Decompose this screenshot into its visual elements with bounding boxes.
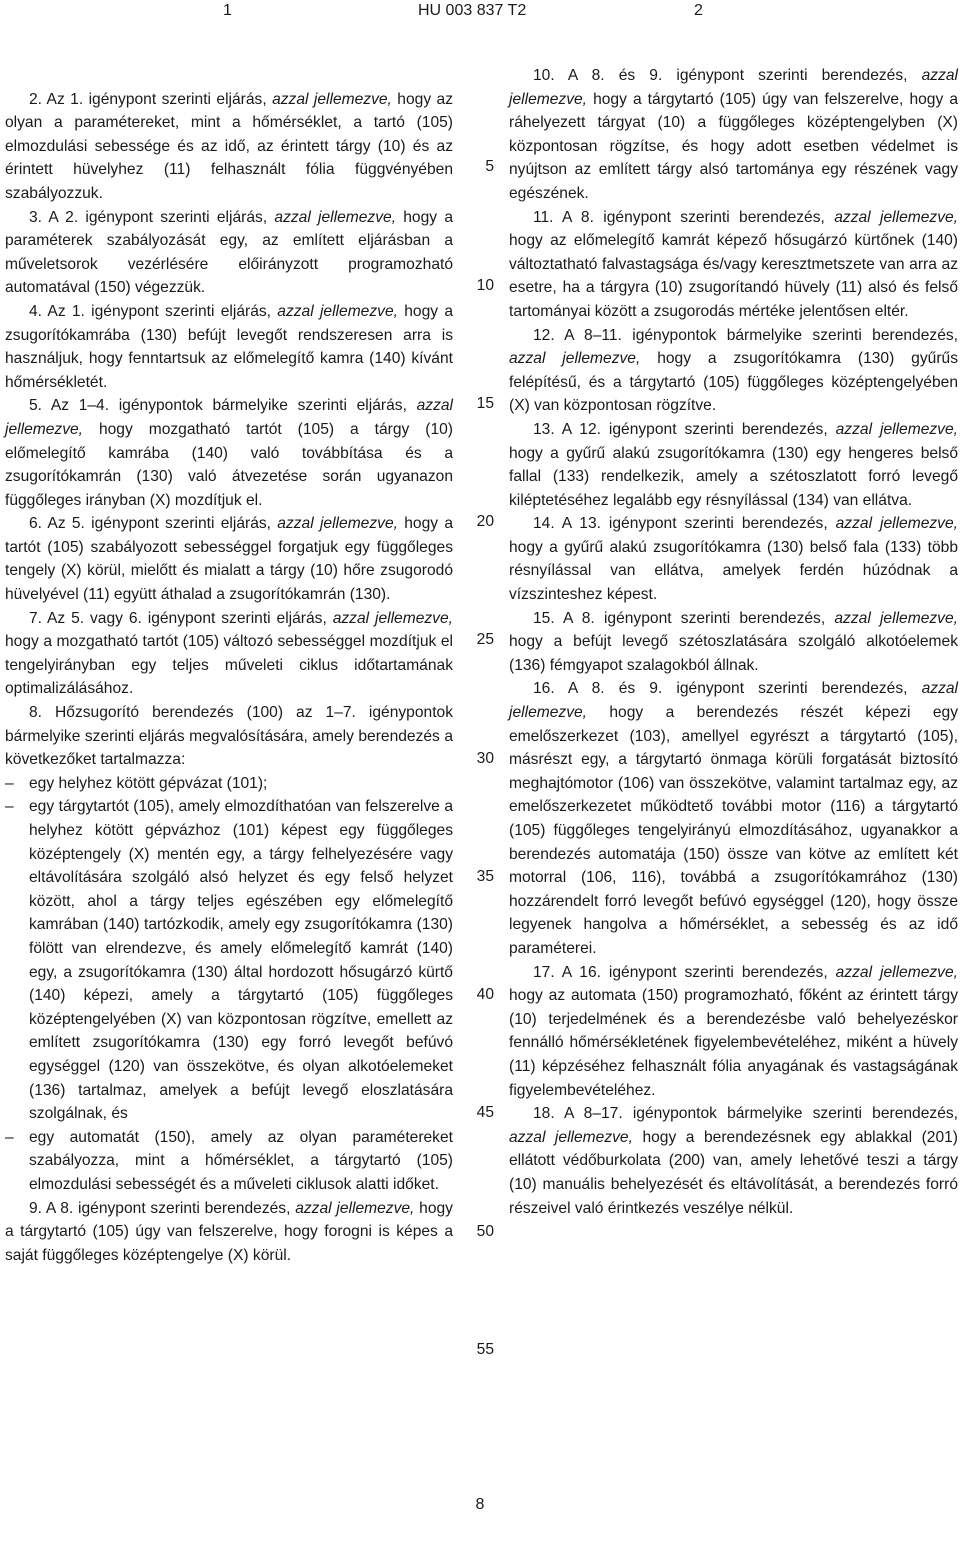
claim-6: 6. Az 5. igénypont szerinti eljárás, azzal jellemezve, hogy a tartót (105) szabályozott sebességgel forgatjuk egy függőleges tengely (X) körül, mielőtt és mialatt a tárgy (10) hőre zsugorodó hüvelyével (11) együtt áthalad a zsugorítókamrán (130). bbox=[5, 515, 453, 604]
line-number: 35 bbox=[476, 868, 494, 885]
line-number: 20 bbox=[476, 513, 494, 530]
left-column bbox=[5, 64, 453, 1267]
line-number: 40 bbox=[476, 986, 494, 1003]
claim-15: 15. A 8. igénypont szerinti berendezés, azzal jellemezve, hogy a befújt levegő szétoszlatására szolgáló alkotóelemek (136) fémgyapot szalagokból állnak. bbox=[509, 609, 958, 674]
line-number: 30 bbox=[476, 750, 494, 767]
blank-line bbox=[5, 64, 453, 88]
claim-4: 4. Az 1. igénypont szerinti eljárás, azzal jellemezve, hogy a zsugorítókamrába (130) befújt levegőt rendszeresen arra is használjuk, hogy fenntartsuk az előmelegítő kamra (140) kívánt hőmérsékletét. bbox=[5, 302, 453, 391]
claim-8-list bbox=[5, 772, 453, 1197]
line-number: 55 bbox=[476, 1341, 494, 1358]
claim-11: 11. A 8. igénypont szerinti berendezés, azzal jellemezve, hogy az előmelegítő kamrát képező hősugárzó kürtőnek (140) változtatható falvastagsága és/vagy keresztmetszete van arra az esetre, ha a tárgyra (10) zsugorítandó hüvely (11) alsó és felső tartományai között a zsugorodás mértéke jelentősen eltér. bbox=[509, 208, 958, 320]
claim-17: 17. A 16. igénypont szerinti berendezés, azzal jellemezve, hogy az automata (150) programozható, főként az érintett tárgy (10) terjedelmének és a berendezésbe való behelyezéskor fennálló hőmérsékletének figyelembevételéhez, miként a hüvely (11) képzéséhez felhasznált fólia anyagának és vastagságának figyelembevételéhez. bbox=[509, 963, 958, 1099]
line-number: 25 bbox=[476, 631, 494, 648]
list-item: – egy tárgytartót (105), amely elmozdíthatóan van felszerelve a helyhez kötött gépvázhoz (101) képest egy függőleges középtengely (X) mentén egy, a tárgy felhelyezésére vagy eltávolítására szolgáló alsó helyzet és egy felső helyzet között, ahol a tárgy teljes egészében egy előmelegítő kamrában (140) tartózkodik, amely egy zsugorítókamra (130) fölött van elrendezve, és amely előmelegítő kamrát (140) egy, a zsugorítókamra (130) által hordozott hősugárzó kürtő (140) képezi, amely a tárgytartó (105) függőleges középtengelyében (X) van központosan rögzítve, emellett az említett zsugorítókamra (130) egy forró levegőt befúvó egységgel (120) van összekötve, és olyan alkotóelemeket (136) tartalmaz, amelyek a befújt levegő eloszlatására szolgálnak, és bbox=[5, 795, 453, 1125]
header-left-page-number: 1 bbox=[223, 2, 232, 19]
line-number: 45 bbox=[476, 1104, 494, 1121]
claim-2: 2. Az 1. igénypont szerinti eljárás, azzal jellemezve, hogy az olyan a paramétereket, mint a hőmérséklet, a tartó (105) elmozdulási sebessége és az idő, az érintett tárgy (10) és az érintett hüvelyhez (11) felhasznált fólia függvényében szabályozzuk. bbox=[5, 90, 453, 202]
page-footer bbox=[0, 1496, 960, 1514]
dash-bullet: – bbox=[5, 798, 14, 816]
dash-bullet: – bbox=[5, 774, 14, 792]
claim-10: 10. A 8. és 9. igénypont szerinti berendezés, azzal jellemezve, hogy a tárgytartó (105) úgy van felszerelve, hogy a ráhelyezett tárgyat (10) a függőleges középtengelyben (X) központosan rögzítse, és hogy adott esetben védelmet is nyújtson az említett tárgy alsó tartománya egy részének vagy egészének. bbox=[509, 67, 958, 202]
line-number: 5 bbox=[485, 158, 494, 175]
header-right-page-number: 2 bbox=[694, 2, 703, 19]
claim-13: 13. A 12. igénypont szerinti berendezés, azzal jellemezve, hogy a gyűrű alakú zsugorítókamra (130) egy hengeres belső fallal (133) rendelkezik, amely a szétoszlatott forró levegő kiléptetéséhez legalább egy résnyílással (134) van ellátva. bbox=[509, 420, 958, 509]
list-item: – egy automatát (150), amely az olyan paramétereket szabályozza, mint a hőmérséklet, a tárgytartó (105) elmozdulási sebességét és a műveleti ciklusok alatti időket. bbox=[5, 1126, 453, 1197]
line-number: 15 bbox=[476, 395, 494, 412]
right-column bbox=[509, 64, 958, 1220]
claim-14: 14. A 13. igénypont szerinti berendezés, azzal jellemezve, hogy a gyűrű alakú zsugorítókamra (130) belső fala (133) több résnyílással van ellátva, amelyek ferdén húzódnak a vízszinteshez képest. bbox=[509, 515, 958, 604]
line-number: 50 bbox=[476, 1223, 494, 1240]
claim-12: 12. A 8–11. igénypontok bármelyike szerinti berendezés, azzal jellemezve, hogy a zsugorítókamra (130) gyűrűs felépítésű, és a tárgytartó (105) függőleges középtengelyében (X) van központosan rögzítve. bbox=[509, 326, 958, 415]
claim-5: 5. Az 1–4. igénypontok bármelyike szerinti eljárás, azzal jellemezve, hogy mozgatható tartót (105) a tárgy (10) előmelegítő kamrába (140) való továbbítása és a zsugorítókamrán (130) való átvezetése során ugyanazon függőleges irányban (X) mozdítjuk el. bbox=[5, 397, 453, 509]
claim-18: 18. A 8–17. igénypontok bármelyike szerinti berendezés, azzal jellemezve, hogy a berendezésnek egy ablakkal (201) ellátott védőburkolata (200) van, amely lehetővé teszi a tárgy (10) manuális behelyezését és eltávolítását, a berendezés forró részeivel való érintkezés veszélye nélkül. bbox=[509, 1105, 958, 1217]
line-number: 10 bbox=[476, 277, 494, 294]
footer-page-number: 8 bbox=[475, 1496, 485, 1513]
claim-16: 16. A 8. és 9. igénypont szerinti berendezés, azzal jellemezve, hogy a berendezés részét képezi egy emelőszerkezet (103), amellyel egyrészt a tárgytartó (105), másrészt egy, a tárgytartó önmaga körüli forgatását biztosító meghajtómotor (106) van összekötve, valamint tartalmaz egy, az emelőszerkezetet működtető további motor (116) a tárgytartó (105) függőleges tengelyirányú elmozdításához, ugyanakkor a berendezés automatája (150) össze van kötve az említett két motorral (106, 116), továbbá a zsugorítókamrához (130) hozzárendelt forró levegőt befúvó egységgel (120), hogy össze legyenek hangolva a hőmérséklet, a sebesség és az idő paraméterei. bbox=[509, 680, 958, 957]
claim-7: 7. Az 5. vagy 6. igénypont szerinti eljárás, azzal jellemezve, hogy a mozgatható tartót (105) változó sebességgel mozdítjuk el tengelyirányban egy teljes műveleti ciklus időtartamának optimalizálásához. bbox=[5, 609, 453, 698]
claim-3: 3. A 2. igénypont szerinti eljárás, azzal jellemezve, hogy a paraméterek szabályozását egy, az említett eljárásban a műveletsorok vezérlésére előirányzott programozható automatával (150) végezzük. bbox=[5, 208, 453, 297]
line-numbers bbox=[468, 0, 498, 1541]
claim-9: 9. A 8. igénypont szerinti berendezés, azzal jellemezve, hogy a tárgytartó (105) úgy van felszerelve, hogy forogni is képes a saját függőleges középtengelye (X) körül. bbox=[5, 1199, 453, 1264]
list-item: – egy helyhez kötött gépvázat (101); bbox=[5, 772, 453, 796]
header-patent-number: HU 003 837 T2 bbox=[418, 2, 527, 19]
claim-8-intro: 8. Hőzsugorító berendezés (100) az 1–7. igénypontok bármelyike szerinti eljárás megvalósítására, amely berendezés a következőket tartalmazza: bbox=[5, 704, 453, 769]
dash-bullet: – bbox=[5, 1128, 14, 1146]
